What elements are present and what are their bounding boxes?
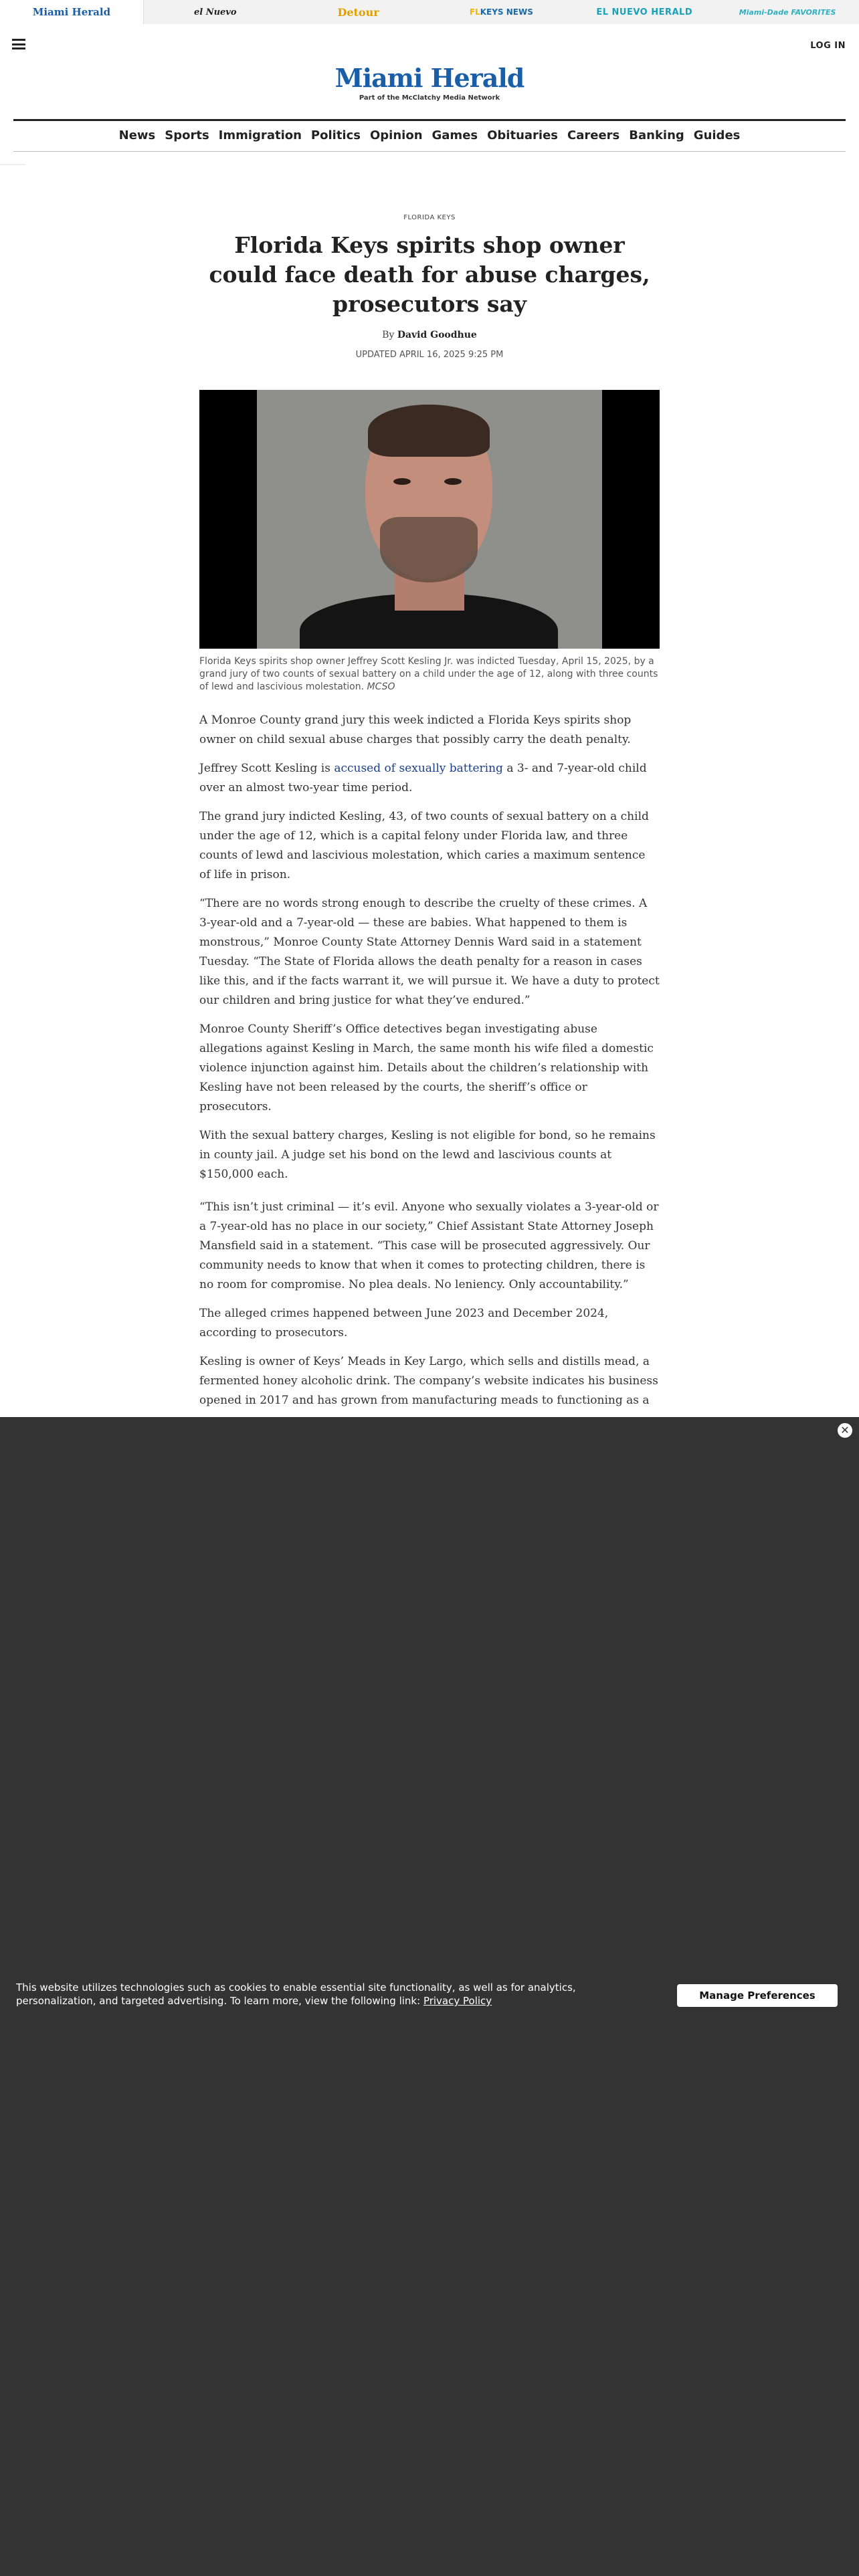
paragraph: Jeffrey Scott Kesling is accused of sexually battering a 3- and 7-year-old child over an almost two-year time period. [199, 762, 647, 794]
network-tab-el-nuevo[interactable] [144, 0, 287, 24]
paragraph: Kesling is owner of Keys’ Meads in Key Largo, which sells and distills mead, a fermented honey alcoholic drink. The company’s website indicates his business opened in 2017 and has grown from manufacturing meads to functioning as a [199, 1355, 658, 1407]
close-icon[interactable]: ✕ [836, 1422, 854, 1439]
nav-item-careers[interactable]: Careers [567, 128, 620, 142]
paragraph: “There are no words strong enough to describe the cruelty of these crimes. A 3-year-old and a 7-year-old — these are babies. What happened to them is monstrous,” Monroe County State Attorney Dennis Ward said in a statement Tuesday. “The State of Florida allows the death penalty for a reason in cases like this, and if the facts warrant it, we will pursue it. We have a duty to protect our children and bring justice for what they’ve endured.” [199, 897, 660, 1007]
ad-placeholder [0, 164, 25, 165]
network-tab-label: Detour [337, 5, 379, 19]
manage-preferences-button[interactable]: Manage Preferences [677, 1984, 838, 2007]
login-link[interactable]: LOG IN [810, 41, 846, 51]
paragraph: A Monroe County grand jury this week indicted a Florida Keys spirits shop owner on child sexual abuse charges that possibly carry the death penalty. [199, 714, 632, 746]
byline [199, 330, 660, 340]
menu-icon[interactable] [12, 39, 25, 49]
site-logo[interactable]: Miami Herald [335, 63, 524, 93]
paragraph: “This isn’t just criminal — it’s evil. Anyone who sexually violates a 3-year-old or a 7-year-old has no place in our society,” Chief Assistant State Attorney Joseph Mansfield said in a statement. “This case will be prosecuted aggressively. Our community needs to know that when it comes to protecting children, there is no room for compromise. No plea deals. No leniency. Only accountability.” [199, 1200, 659, 1291]
nav-item-obituaries[interactable]: Obituaries [487, 128, 559, 142]
paragraph: Monroe County Sheriff’s Office detectives began investigating abuse allegations against Kesling in March, the same month his wife filed a domestic violence injunction against him. Details about the children’s relationship with Kesling have not been released by the courts, the sheriff’s office or prosecutors. [199, 1023, 654, 1113]
consent-message: This website utilizes technologies such as cookies to enable essential site functionality, as well as for analytics, personalization, and targeted advertising. To learn more, view the following link: Privacy Policy [16, 1981, 576, 2007]
nav-item-guides[interactable]: Guides [693, 128, 741, 142]
nav-item-politics[interactable]: Politics [310, 128, 361, 142]
photo-credit: MCSO [367, 681, 395, 692]
network-tab-detour[interactable] [287, 0, 430, 24]
nav-item-banking[interactable]: Banking [629, 128, 684, 142]
article-photo [199, 390, 660, 649]
nav-divider [13, 151, 846, 152]
nav-item-games[interactable]: Games [432, 128, 478, 142]
author-link[interactable]: David Goodhue [397, 330, 477, 340]
network-tab-label: KEYS NEWS [480, 7, 533, 17]
network-tab-miami-herald[interactable] [0, 0, 144, 24]
header-divider [13, 119, 846, 121]
nav-item-immigration[interactable]: Immigration [218, 128, 302, 142]
nav-item-sports[interactable]: Sports [165, 128, 209, 142]
caption-text: Florida Keys spirits shop owner Jeffrey Scott Kesling Jr. was indicted Tuesday, April 15, 2025, by a grand jury of two counts of sexual battery on a child under the age of 12, along with three counts of lewd and lascivious molestation. [199, 656, 658, 692]
network-tab-label: Miami Herald [32, 6, 111, 18]
inline-link[interactable]: accused of sexually battering [334, 762, 503, 775]
network-bar [0, 0, 859, 24]
network-tab-prefix: FL [469, 7, 480, 17]
network-tab-el-nuevo-herald[interactable] [573, 0, 716, 24]
photo-caption [199, 655, 660, 693]
paragraph: With the sexual battery charges, Kesling is not eligible for bond, so he remains in county jail. A judge set his bond on the lewd and lascivious counts at $150,000 each. [199, 1129, 656, 1181]
main-nav [0, 128, 859, 142]
network-tab-favorites[interactable] [716, 0, 859, 24]
nav-item-news[interactable]: News [118, 128, 156, 142]
article-body [199, 711, 660, 1420]
nav-item-opinion[interactable]: Opinion [369, 128, 423, 142]
updated-timestamp: UPDATED APRIL 16, 2025 9:25 PM [355, 350, 504, 360]
paragraph: The alleged crimes happened between June 2023 and December 2024, according to prosecutors. [199, 1307, 609, 1339]
byline-prefix: By [382, 330, 395, 340]
privacy-policy-link[interactable]: Privacy Policy [423, 1995, 492, 2007]
network-tab-keys-news[interactable] [430, 0, 573, 24]
cookie-consent-overlay [0, 1417, 859, 2576]
network-tab-label: el Nuevo [193, 7, 237, 17]
section-label[interactable]: FLORIDA KEYS [403, 214, 456, 221]
network-tab-label: Miami-Dade FAVORITES [739, 7, 836, 17]
headline: Florida Keys spirits shop owner could face death for abuse charges, prosecutors say [209, 232, 650, 317]
network-tab-label: EL NUEVO HERALD [596, 7, 693, 17]
site-tagline: Part of the McClatchy Media Network [359, 94, 500, 102]
article-header [199, 214, 660, 360]
paragraph: The grand jury indicted Kesling, 43, of two counts of sexual battery on a child under the age of 12, which is a capital felony under Florida law, and three counts of lewd and lascivious molestation, which caries a maximum sentence of life in prison. [199, 810, 649, 881]
